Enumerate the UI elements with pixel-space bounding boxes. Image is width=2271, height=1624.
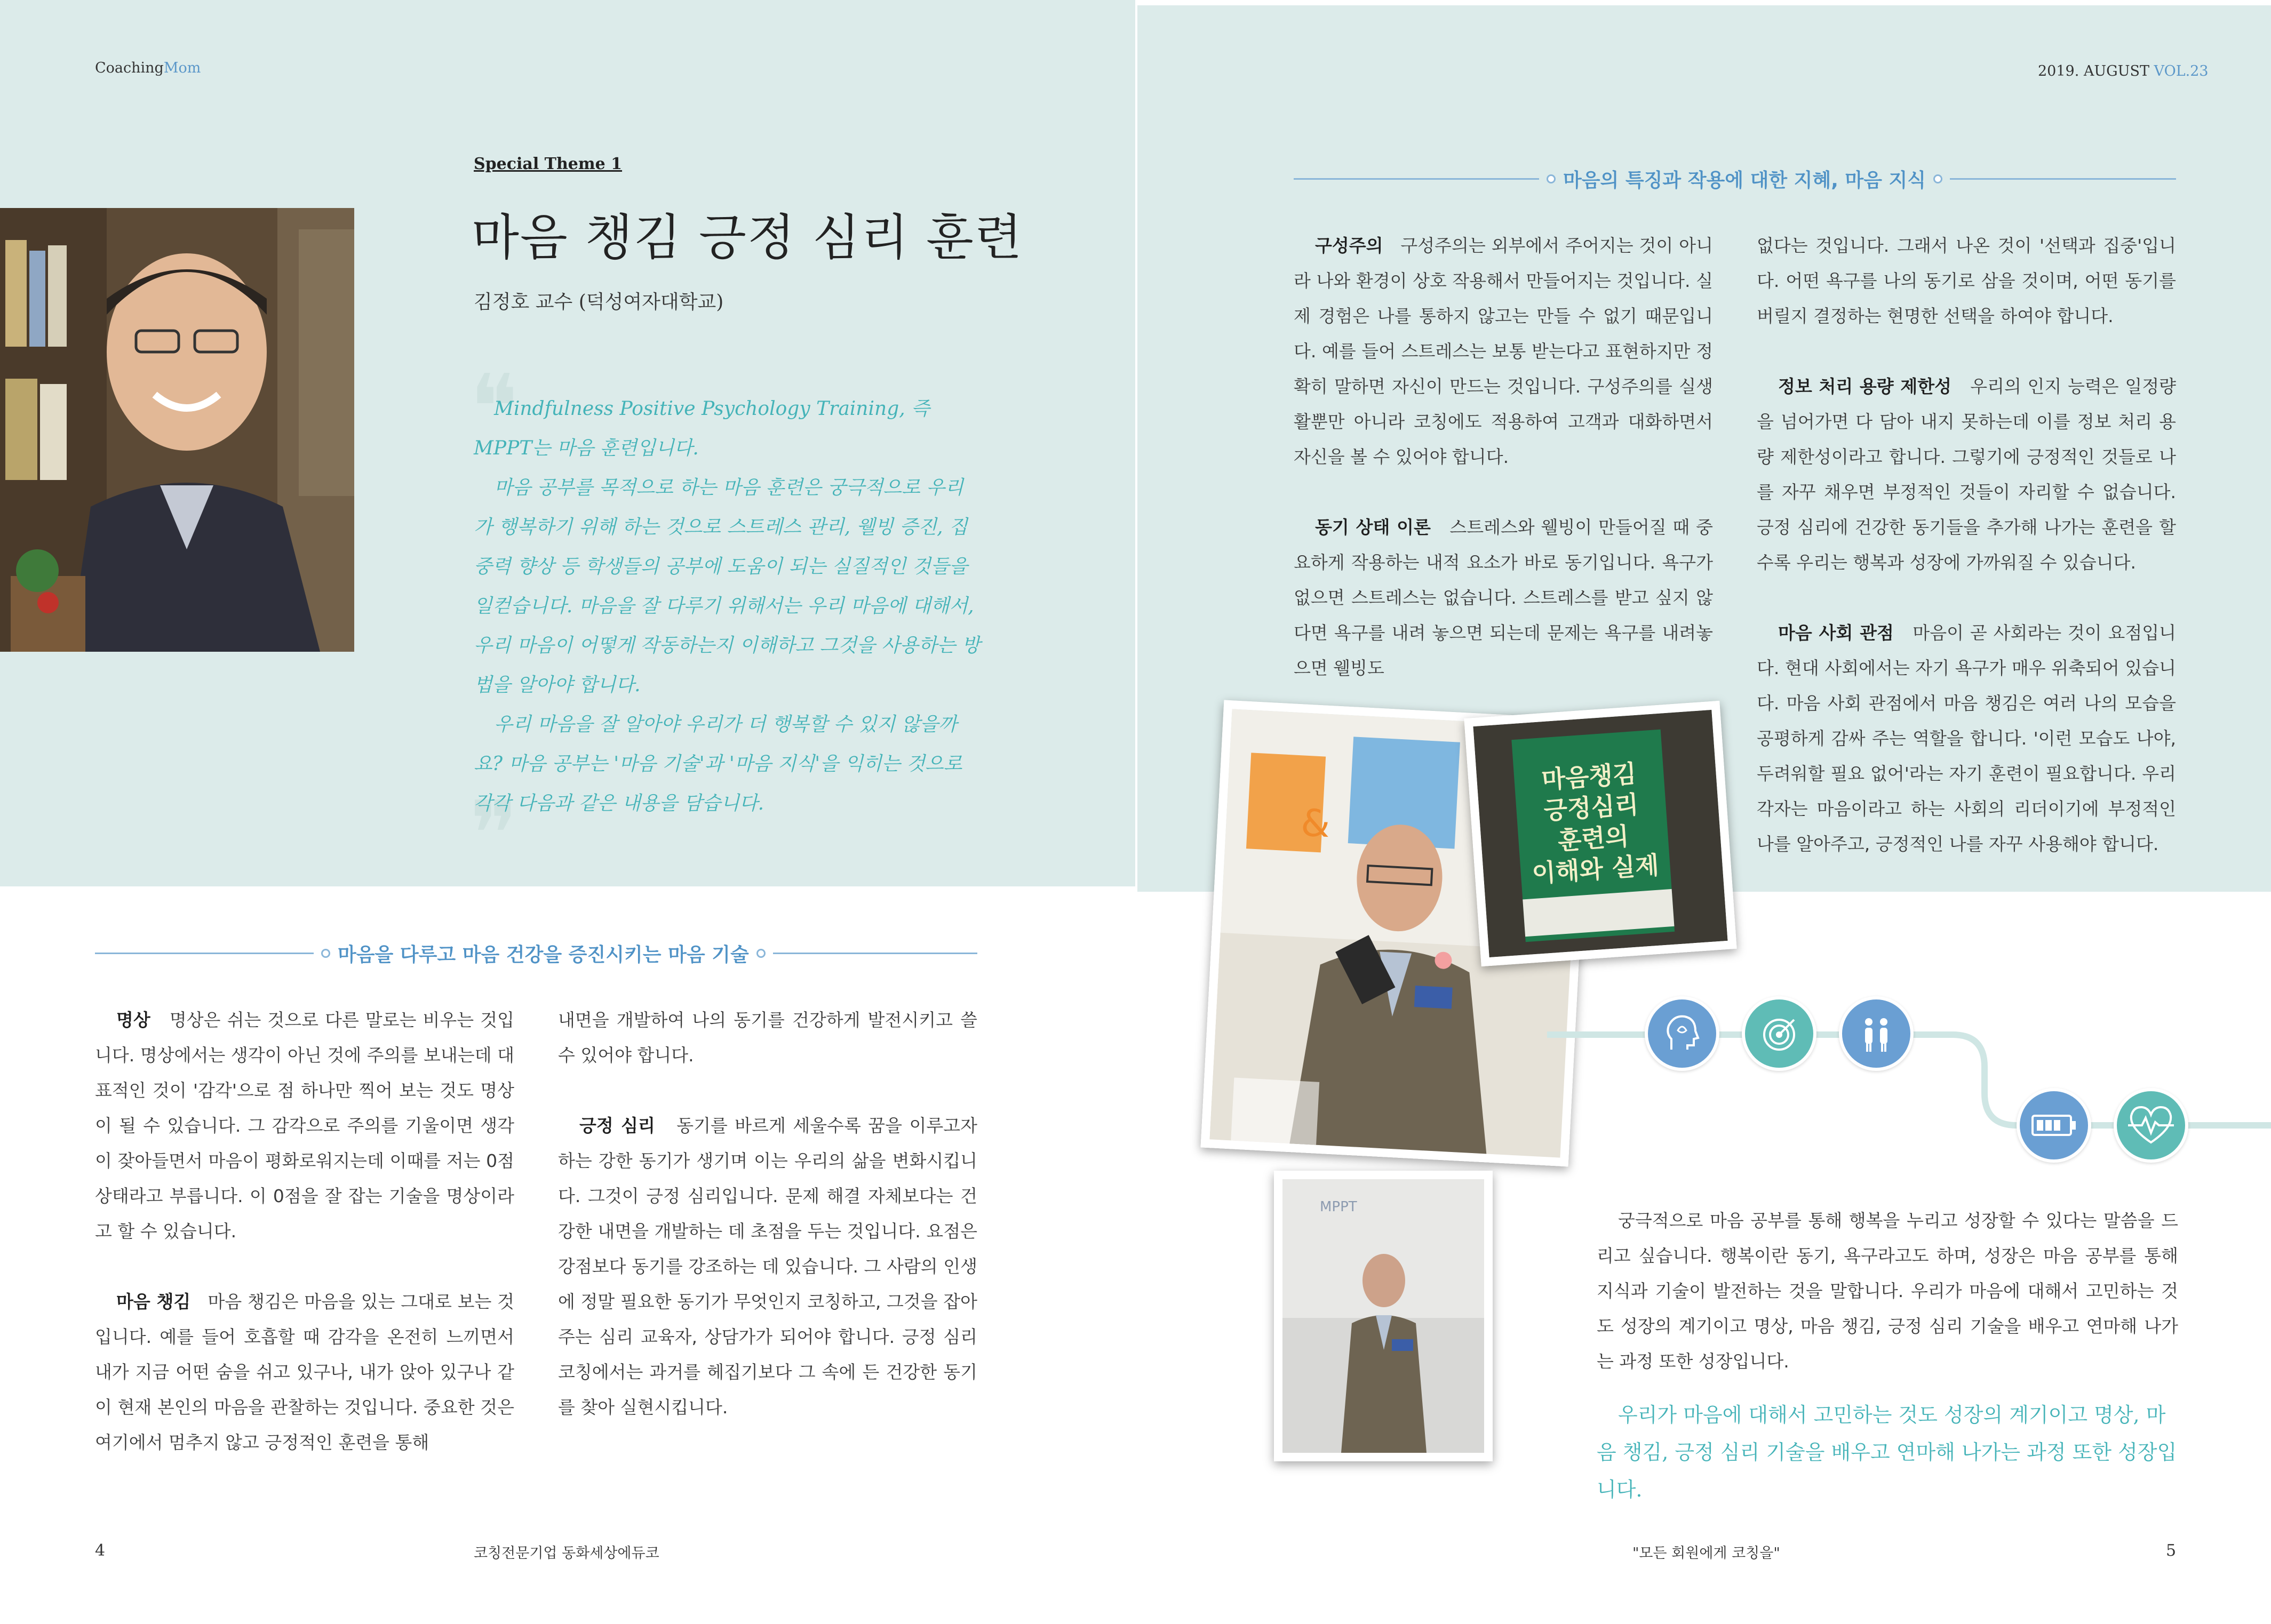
close-quote-icon: ❞	[469, 782, 519, 887]
magazine-brand: CoachingMom	[95, 60, 201, 76]
paragraph-meditation: 명상 명상은 쉬는 것으로 다른 말로는 비우는 것입니다. 명상에서는 생각이 아닌 것에 주의를 보내는데 대표적인 것이 '감각'으로 점 하나만 찍어 보는 것도 명상이 될 수 있습니다. 그 감각으로 주의를 기울이면 생각이 잦아들면서 마음이 평화로워지는데 이때를 저는 0점 상태라고 부릅니다. 이 0점을 잘 잡는 기술을 명상이라고 할 수 있습니다.	[95, 1010, 514, 1242]
article-title: 마음 챙김 긍정 심리 훈련	[472, 209, 1023, 266]
lead-paragraph: 우리 마음을 잘 알아야 우리가 더 행복할 수 있지 않을까요? 마음 공부는 '마음 기술'과 '마음 지식'을 익히는 것으로 각각 다음과 같은 내용을 담습니다.	[474, 714, 962, 814]
paragraph-mindfulness: 마음 챙김 마음 챙김은 마음을 있는 그대로 보는 것입니다. 예를 들어 호흡할 때 감각을 온전히 느끼면서 내가 지금 어떤 숨을 쉬고 있구나, 내가 앉아 있구나 같이 현재 본인의 마음을 관찰하는 것입니다. 중요한 것은 여기에서 멈추지 않고 긍정적인 훈련을 통해	[95, 1291, 514, 1453]
conclusion-paragraph: 궁극적으로 마음 공부를 통해 행복을 누리고 성장할 수 있다는 말씀을 드리고 싶습니다. 행복이란 동기, 욕구라고도 하며, 성장은 마음 공부를 통해 지식과 기술이 발전하는 것을 말합니다. 우리가 마음에 대해서 고민하는 것도 성장의 계기이고 명상, 마음 챙김, 긍정 심리 기술을 배우고 연마해 나가는 과정 또한 성장입니다.	[1597, 1210, 2178, 1372]
lead-paragraph: 마음 공부를 목적으로 하는 마음 훈련은 궁극적으로 우리가 행복하기 위해 하는 것으로 스트레스 관리, 웰빙 증진, 집중력 향상 등 학생들의 공부에 도움이 되는 실질적인 것들을 일컫습니다. 마음을 잘 다루기 위해서는 우리 마음에 대해서, 우리 마음이 어떻게 작동하는지 이해하고 그것을 사용하는 방법을 알아야 합니다.	[474, 477, 981, 696]
paragraph-information-capacity: 정보 처리 용량 제한성 우리의 인지 능력은 일정량을 넘어가면 다 담아 내지 못하는데 이를 정보 처리 용량 제한성이라고 합니다. 그렇기에 긍정적인 것들로 나를 자꾸 채우면 부정적인 것들이 자리할 수 없습니다. 긍정 심리에 건강한 동기들을 추가해 나가는 훈련을 할수록 우리는 행복과 성장에 가까워질 수 있습니다.	[1757, 376, 2176, 573]
page-number-left: 4	[95, 1541, 106, 1560]
section-heading-skills	[95, 940, 977, 967]
open-quote-icon: ❝	[469, 355, 519, 461]
paragraph-positive-psychology: 긍정 심리 동기를 바르게 세울수록 꿈을 이루고자 하는 강한 동기가 생기며 이는 우리의 삶을 변화시킵니다. 그것이 긍정 심리입니다. 문제 해결 자체보다는 건강한 내면을 개발하는 데 초점을 두는 것입니다. 요점은 강점보다 동기를 강조하는 데 있습니다. 그 사람의 인생에 정말 필요한 동기가 무엇인지 코칭하고, 그것을 잡아 주는 심리 교육자, 상담가가 되어야 합니다. 긍정 심리 코칭에서는 과거를 헤집기보다 그 속에 든 건강한 동기를 찾아 실현시킵니다.	[558, 1115, 977, 1418]
article-author: 김정호 교수 (덕성여자대학교)	[474, 291, 724, 313]
paragraph-constructivism: 구성주의 구성주의는 외부에서 주어지는 것이 아니라 나와 환경이 상호 작용해서 만들어지는 것입니다. 실제 경험은 나를 통하지 않고는 만들 수 없기 때문입니다. 예를 들어 스트레스는 보통 받는다고 표현하지만 정확히 말하면 자신이 만드는 것입니다. 구성주의를 실생활뿐만 아니라 코칭에도 적용하여 고객과 대화하면서 자신을 볼 수 있어야 합니다.	[1294, 235, 1713, 467]
section-title: 마음을 다루고 마음 건강을 증진시키는 마음 기술	[338, 944, 749, 966]
left-column-1	[95, 1003, 514, 1460]
author-portrait-photo	[0, 208, 354, 652]
left-column-2	[558, 1003, 977, 1425]
svg-text:MPPT: MPPT	[1320, 1199, 1357, 1215]
paragraph-mind-society: 마음 사회 관점 마음이 곧 사회라는 것이 요점입니다. 현대 사회에서는 자기 욕구가 매우 위축되어 있습니다. 마음 사회 관점에서 마음 챙김은 여러 나의 모습을 공평하게 감싸 주는 역할을 합니다. '이런 모습도 나야, 두려워할 필요 없어'라는 자기 훈련이 필요합니다. 우리 각자는 마음이라고 하는 사회의 리더이기에 부정적인 나를 알아주고, 긍정적인 나를 자꾸 사용해야 합니다.	[1757, 622, 2176, 854]
page-number-right: 5	[2166, 1541, 2177, 1560]
target-icon	[1742, 996, 1816, 1071]
head-lotus-icon	[1645, 996, 1719, 1071]
event-banner: 마음챙김 긍정심리 훈련의 이해와 실제	[1511, 730, 1675, 942]
svg-text:&: &	[1300, 801, 1332, 846]
theme-label: Special Theme 1	[474, 155, 623, 173]
footer-right: "모든 회원에게 코칭을"	[1632, 1545, 1780, 1562]
paragraph-continued: 없다는 것입니다. 그래서 나온 것이 '선택과 집중'입니다. 어떤 욕구를 나의 동기로 삼을 것이며, 어떤 동기를 버릴지 결정하는 현명한 선택을 하여야 합니다.	[1757, 235, 2176, 326]
paragraph-continued: 내면을 개발하여 나의 동기를 건강하게 발전시키고 쓸 수 있어야 합니다.	[558, 1010, 977, 1066]
lead-paragraph: Mindfulness Positive Psychology Training, 즉 MPPT는 마음 훈련입니다.	[474, 398, 930, 459]
right-column-1	[1294, 228, 1713, 686]
footer-left: 코칭전문기업 동화세상에듀코	[474, 1545, 659, 1562]
right-column-2	[1757, 228, 2176, 862]
section-title: 마음의 특징과 작용에 대한 지혜, 마음 지식	[1563, 170, 1926, 191]
lecture-photo-standing	[1274, 1171, 1493, 1461]
lecture-banner-photo	[1464, 701, 1736, 966]
heartbeat-icon	[2114, 1088, 2188, 1163]
battery-icon	[2017, 1088, 2091, 1163]
issue-date: 2019. AUGUST VOL.23	[2038, 63, 2209, 79]
paragraph-motivation-theory: 동기 상태 이론 스트레스와 웰빙이 만들어질 때 중요하게 작용하는 내적 요소가 바로 동기입니다. 욕구가 없으면 스트레스는 없습니다. 스트레스를 받고 싶지 않다면 욕구를 내려 놓으면 되는데 문제는 욕구를 내려놓으면 웰빙도	[1294, 517, 1713, 678]
section-heading-knowledge	[1294, 165, 2176, 193]
people-icon	[1839, 996, 1914, 1071]
lead-quote	[474, 389, 981, 823]
closing-highlight-quote: 우리가 마음에 대해서 고민하는 것도 성장의 계기이고 명상, 마음 챙김, 긍정 심리 기술을 배우고 연마해 나가는 과정 또한 성장입니다.	[1597, 1403, 2177, 1501]
